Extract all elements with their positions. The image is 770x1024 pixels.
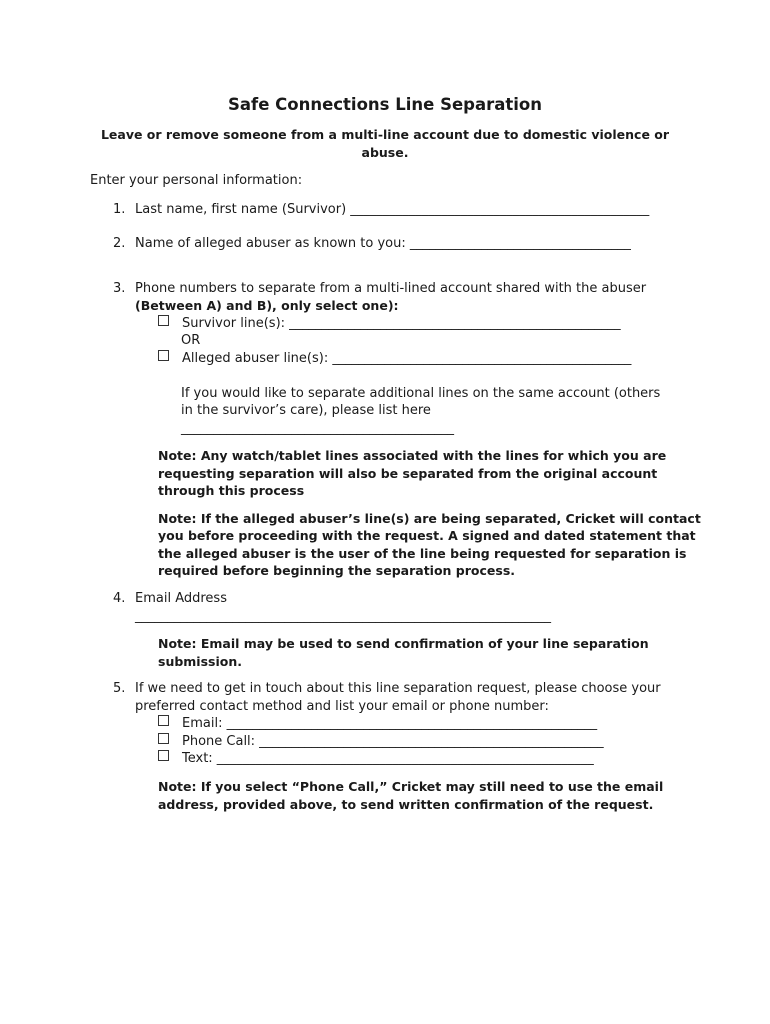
- note-abuser-lines-4: required before beginning the separation process.: [158, 563, 516, 578]
- additional-lines-field[interactable]: __________________________________________: [181, 421, 454, 436]
- abuser-lines-field[interactable]: Alleged abuser line(s): ______________________________________________: [182, 351, 632, 366]
- contact-phone-option[interactable]: [158, 733, 604, 751]
- item-5-number: 5.: [113, 681, 126, 696]
- abuser-lines-option[interactable]: [158, 350, 631, 368]
- contact-phone-field[interactable]: Phone Call: _____________________________________________________: [182, 734, 604, 749]
- item-3-text: Phone numbers to separate from a multi-lined account shared with the abuser: [135, 281, 647, 296]
- note-watch-lines-2: requesting separation will also be separated from the original account: [158, 466, 658, 481]
- page-title: Safe Connections Line Separation: [228, 95, 542, 114]
- survivor-lines-field[interactable]: Survivor line(s): ___________________________________________________: [182, 316, 621, 331]
- page-subtitle: Leave or remove someone from a multi-line account due to domestic violence or abuse.: [100, 127, 670, 160]
- survivor-name-field[interactable]: Last name, first name (Survivor) ______________________________________________: [135, 202, 650, 217]
- additional-lines-text-1: If you would like to separate additional lines on the same account (others: [181, 386, 661, 401]
- note-abuser-lines-1: Note: If the alleged abuser’s line(s) are being separated, Cricket will contact: [158, 511, 701, 526]
- item-4-text: Email Address: [135, 591, 227, 606]
- intro-text: Enter your personal information:: [90, 173, 303, 188]
- note-email-2: submission.: [158, 654, 242, 669]
- checkbox-survivor-lines[interactable]: [158, 315, 169, 326]
- email-address-field[interactable]: ________________________________________________________________: [135, 609, 551, 624]
- note-abuser-lines-3: the alleged abuser is the user of the line being requested for separation is: [158, 546, 687, 561]
- or-text: OR: [181, 333, 201, 348]
- item-1-number: 1.: [113, 202, 126, 217]
- checkbox-phone-call[interactable]: [158, 733, 169, 744]
- note-abuser-lines-2: you before proceeding with the request. A signed and dated statement that: [158, 528, 696, 543]
- item-3-instruction: (Between A) and B), only select one):: [135, 298, 399, 313]
- checkbox-text[interactable]: [158, 750, 169, 761]
- checkbox-email[interactable]: [158, 715, 169, 726]
- survivor-lines-option[interactable]: [158, 315, 621, 333]
- abuser-name-field[interactable]: Name of alleged abuser as known to you: __________________________________: [135, 236, 631, 251]
- item-1: [113, 201, 649, 219]
- item-5-text-2: preferred contact method and list your email or phone number:: [135, 699, 549, 714]
- item-2: [113, 235, 631, 253]
- note-phone-call-1: Note: If you select “Phone Call,” Cricket may still need to use the email: [158, 779, 664, 794]
- item-2-number: 2.: [113, 236, 126, 251]
- note-email-1: Note: Email may be used to send confirmation of your line separation: [158, 636, 649, 651]
- note-phone-call-2: address, provided above, to send written confirmation of the request.: [158, 797, 654, 812]
- checkbox-abuser-lines[interactable]: [158, 350, 169, 361]
- item-5-text-1: If we need to get in touch about this line separation request, please choose your: [135, 681, 661, 696]
- item-5: [113, 680, 661, 698]
- note-watch-lines-1: Note: Any watch/tablet lines associated with the lines for which you are: [158, 448, 667, 463]
- item-3: [113, 280, 646, 298]
- item-3-number: 3.: [113, 281, 126, 296]
- contact-email-option[interactable]: [158, 715, 597, 733]
- contact-email-field[interactable]: Email: _________________________________________________________: [182, 716, 598, 731]
- note-watch-lines-3: through this process: [158, 483, 305, 498]
- item-4: [113, 590, 227, 608]
- contact-text-field[interactable]: Text: __________________________________________________________: [182, 751, 594, 766]
- additional-lines-text-2: in the survivor’s care), please list here: [181, 403, 431, 418]
- contact-text-option[interactable]: [158, 750, 594, 768]
- item-4-number: 4.: [113, 591, 126, 606]
